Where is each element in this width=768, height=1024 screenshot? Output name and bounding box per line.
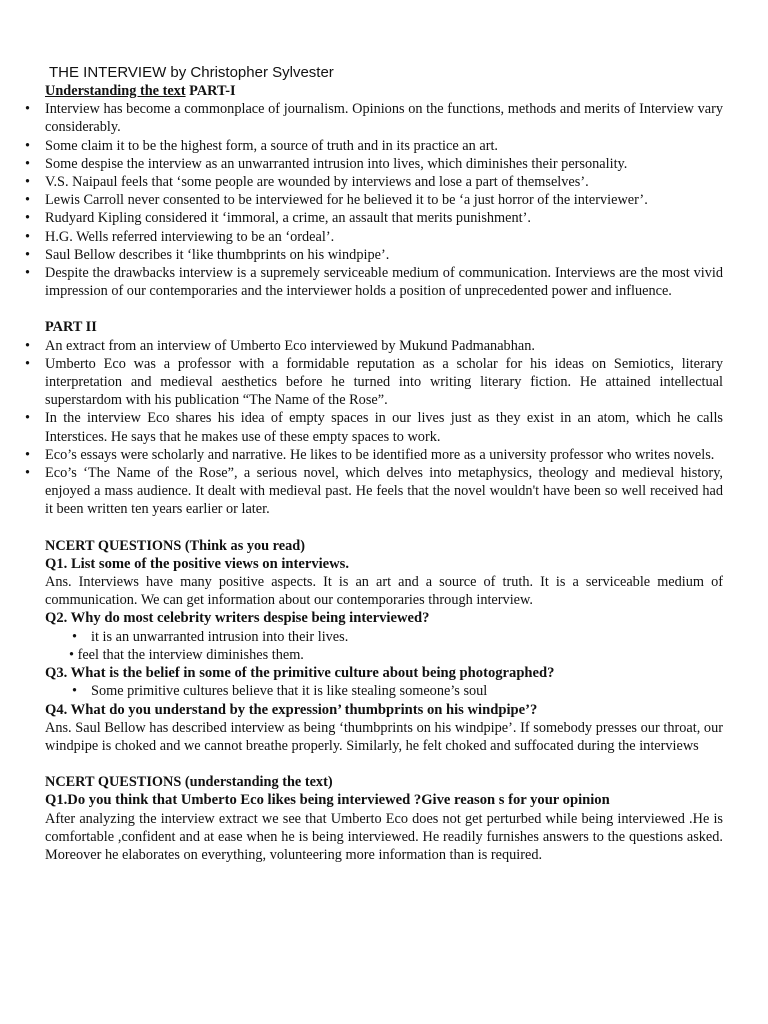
- list-item: • Rudyard Kipling considered it ‘immoral, a crime, an assault that merits punishment’.: [45, 209, 723, 227]
- ncert1-question-2: Q2. Why do most celebrity writers despise being interviewed?: [45, 610, 430, 627]
- ncert1-question-3: Q3. What is the belief in some of the primitive culture about being photographed?: [45, 665, 555, 682]
- list-item: • it is an unwarranted intrusion into their lives.: [91, 628, 723, 646]
- list-item: • Despite the drawbacks interview is a supremely serviceable medium of communication. Interviews are the most vivid impression of our contemporaries and the interviewer holds a position of unprecedented power and influence.: [45, 264, 723, 300]
- list-item: • Eco’s ‘The Name of the Rose”, a serious novel, which delves into metaphysics, theology and medieval history, enjoyed a mass audience. It dealt with medieval past. He feels that the novel wouldn't have been so well received had it been written ten years earlier or later.: [45, 464, 723, 519]
- ncert1-question-4: Q4. What do you understand by the expression’ thumbprints on his windpipe’?: [45, 701, 538, 718]
- ncert1-answer-2-line: • feel that the interview diminishes them.: [69, 646, 304, 663]
- ncert1-heading: NCERT QUESTIONS (Think as you read): [45, 537, 305, 554]
- part1-bullet-list: [45, 100, 723, 300]
- ncert1-answer-2-list: [45, 628, 723, 646]
- part1-heading-part: PART-I: [185, 83, 236, 99]
- part1-heading-underlined: Understanding the text: [45, 83, 186, 99]
- ncert2-question-1: Q1.Do you think that Umberto Eco likes being interviewed ?Give reason s for your opinion: [45, 792, 610, 809]
- list-item: • V.S. Naipaul feels that ‘some people are wounded by interviews and lose a part of themselves’.: [45, 173, 723, 191]
- part2-heading: PART II: [45, 319, 97, 336]
- document-title: THE INTERVIEW by Christopher Sylvester: [49, 64, 334, 81]
- part2-bullet-list: [45, 337, 723, 519]
- list-item: • Some claim it to be the highest form, a source of truth and in its practice an art.: [45, 137, 723, 155]
- list-item: • An extract from an interview of Umberto Eco interviewed by Mukund Padmanabhan.: [45, 337, 723, 355]
- ncert2-answer-1: After analyzing the interview extract we see that Umberto Eco does not get perturbed while being interviewed .He is comfortable ,confident and at ease when he is being interviewed. He readily furnishes answers to the questions asked. Moreover he elaborates on everything, volunteering more information than is required.: [45, 810, 723, 863]
- list-item: • Interview has become a commonplace of journalism. Opinions on the functions, methods and merits of Interview vary considerably.: [45, 100, 723, 136]
- list-item: • In the interview Eco shares his idea of empty spaces in our lives just as they exist in an atom, which he calls Interstices. He says that he makes use of these empty spaces to work.: [45, 409, 723, 445]
- ncert1-answer-1: Ans. Interviews have many positive aspects. It is an art and a source of truth. It is a serviceable medium of communication. We can get information about our contemporaries through interview.: [45, 574, 723, 609]
- list-item: • Saul Bellow describes it ‘like thumbprints on his windpipe’.: [45, 246, 723, 264]
- list-item: • Umberto Eco was a professor with a formidable reputation as a scholar for his ideas on Semiotics, literary interpretation and medieval aesthetics before he turned into writing literary fiction. He attained intellectual superstardom with his publication “The Name of the Rose”.: [45, 355, 723, 410]
- document-body: [45, 82, 723, 864]
- list-item: • Eco’s essays were scholarly and narrative. He likes to be identified more as a university professor who writes novels.: [45, 446, 723, 464]
- list-item: • Some primitive cultures believe that it is like stealing someone’s soul: [91, 682, 723, 700]
- ncert1-answer-4: Ans. Saul Bellow has described interview as being ‘thumbprints on his windpipe’. If somebody presses our throat, our windpipe is choked and we cannot breathe properly. Similarly, he felt choked and suffocated during the interviews: [45, 719, 723, 754]
- ncert2-heading: NCERT QUESTIONS (understanding the text): [45, 774, 333, 791]
- part1-heading: [45, 82, 723, 100]
- list-item: • Some despise the interview as an unwarranted intrusion into lives, which diminishes their personality.: [45, 155, 723, 173]
- list-item: • H.G. Wells referred interviewing to be an ‘ordeal’.: [45, 228, 723, 246]
- ncert1-answer-3-list: [45, 682, 723, 700]
- ncert1-question-1: Q1. List some of the positive views on interviews.: [45, 555, 350, 572]
- list-item: • Lewis Carroll never consented to be interviewed for he believed it to be ‘a just horror of the interviewer’.: [45, 191, 723, 209]
